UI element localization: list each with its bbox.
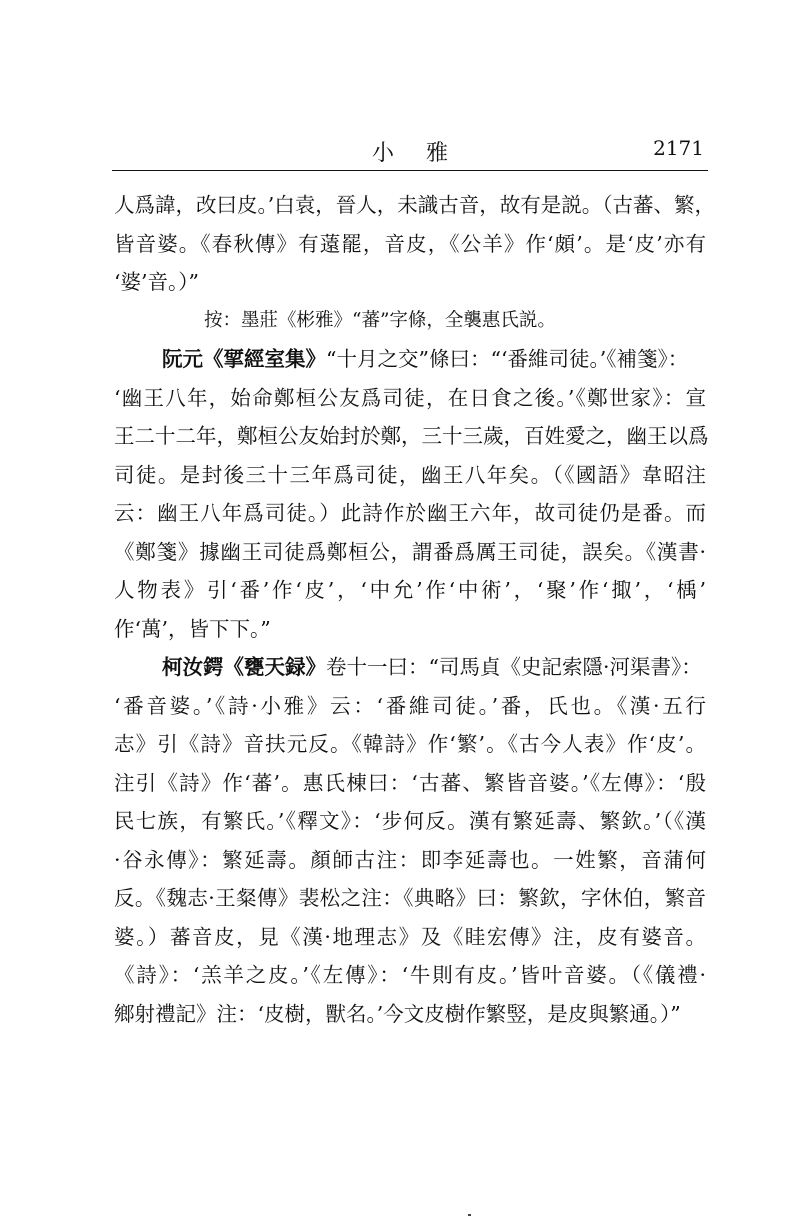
text-line: 云：幽王八年爲司徒。）此詩作於幽王六年，故司徒仍是番。而 — [114, 501, 706, 525]
text-line: 《鄭箋》據幽王司徒爲鄭桓公，謂番爲厲王司徒，誤矣。《漢書· — [114, 539, 706, 564]
text-line: 人爲諱，改曰皮。’白袁，晉人，未識古音，故有是説。（古蕃、繁， — [114, 193, 716, 217]
cited-work: 阮元《揅經室集》 — [162, 347, 326, 371]
running-header — [112, 132, 708, 168]
text-span: “十月之交”條曰：“‘番維司徒。’《補箋》： — [326, 347, 689, 371]
text-line: 婆。）蕃音皮，見《漢·地理志》及《眭宏傳》注，皮有婆音。 — [114, 924, 706, 949]
text-line: ‘婆’音。）” — [114, 270, 200, 294]
text-span: 卷十一曰：“司馬貞《史記索隱·河渠書》： — [326, 655, 702, 679]
header-rule — [112, 170, 708, 171]
text-line: ‘幽王八年，始命鄭桓公友爲司徒，在日食之後。’《鄭世家》：宣 — [114, 385, 706, 410]
text-line: 人物表》引‘番’作‘皮’，‘中允’作‘中術’，‘聚’作‘掫’，‘楀’ — [114, 578, 706, 602]
header-title: 小雅 — [371, 141, 480, 166]
body-text — [114, 186, 716, 1033]
page-number: 2171 — [653, 136, 704, 160]
text-line: ·谷永傳》：繁延壽。顏師古注：即李延壽也。一姓繁，音蒲何 — [114, 847, 706, 872]
annotation-note: 按：墨莊《彬雅》“蕃”字條，全襲惠氏説。 — [204, 309, 556, 331]
text-line: 皆音婆。《春秋傳》有薳罷，音皮，《公羊》作‘頗’。是‘皮’亦有 — [114, 231, 706, 256]
paragraph-first-line — [114, 340, 706, 379]
text-line: 民七族，有繁氏。’《釋文》：‘步何反。漢有繁延壽、繁欽。’（《漢 — [114, 809, 706, 833]
text-line: 司徒。是封後三十三年爲司徒，幽王八年矣。（《國語》韋昭注 — [114, 462, 706, 487]
text-line: 志》引《詩》音扶元反。《韓詩》作‘繁’。《古今人表》作‘皮’。 — [114, 732, 706, 756]
text-line: 王二十二年，鄭桓公友始封於鄭，三十三歲，百姓愛之，幽王以爲 — [114, 424, 709, 448]
cited-work: 柯汝鍔《甕天録》 — [162, 655, 326, 679]
text-line: 注引《詩》作‘蕃’。惠氏棟曰：‘古蕃、繁皆音婆。’《左傳》：‘殷 — [114, 770, 706, 795]
text-line: ‘番音婆。’《詩·小雅》云：‘番維司徒。’番，氏也。《漢·五行 — [114, 693, 706, 718]
text-line: 反。《魏志·王粲傳》裴松之注：《典略》曰：繁欽，字休伯，繁音 — [114, 886, 706, 910]
scan-speck — [468, 1214, 471, 1216]
paragraph-first-line — [114, 648, 706, 687]
text-line: 《詩》：‘羔羊之皮。’《左傳》：‘牛則有皮。’皆叶音婆。（《儀禮· — [114, 963, 706, 987]
text-line: 鄉射禮記》注：‘皮樹，獸名。’今文皮樹作繁竪，是皮與繁通。）” — [114, 1001, 681, 1026]
text-line: 作‘萬’，皆下下。” — [114, 616, 271, 641]
